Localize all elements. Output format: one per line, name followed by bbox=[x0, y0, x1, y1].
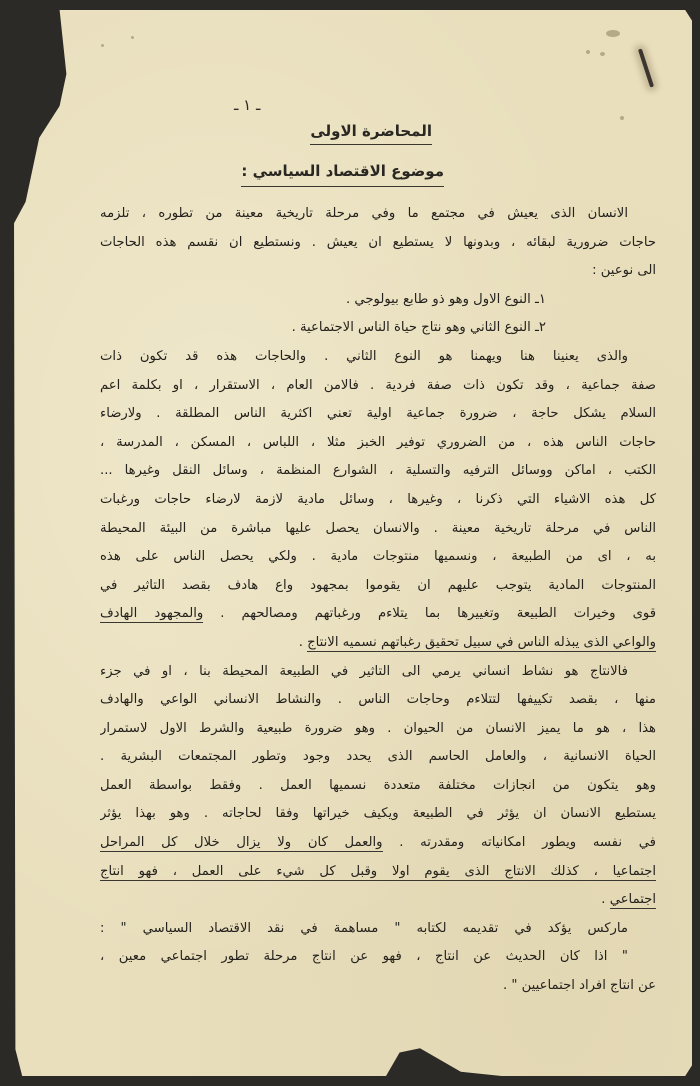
text-line bbox=[100, 515, 656, 544]
text-line bbox=[100, 457, 656, 486]
text-line bbox=[100, 629, 656, 658]
text-line bbox=[100, 229, 656, 258]
text-line bbox=[100, 686, 656, 715]
line-text: كل هذه الاشياء التي ذكرنا ، وغيرها ، وسائل مادية لازمة لارضاء حاجات ورغبات bbox=[100, 491, 656, 507]
line-text: السلام يشكل حاجة ، ضرورة جماعية اولية تعني اكثرية الناس المطلقة . ولارضاء bbox=[100, 406, 656, 422]
text-line bbox=[100, 372, 656, 401]
line-text: وهو يتكون من انجازات مختلفة متعددة نسميها العمل . وفقط بواسطة العمل bbox=[100, 777, 656, 793]
line-text: عن انتاج افراد اجتماعيين " . bbox=[502, 978, 656, 994]
text-line bbox=[100, 943, 656, 972]
line-text: منها ، بقصد تكييفها لتتلاءم وحاجات الناس . والنشاط الانساني الواعي والهادف bbox=[100, 692, 656, 708]
line-text: هذا ، هو ما يميز الانسان من الحيوان . وهو ضرورة طبيعية والشرط الاول لاستمرار bbox=[100, 720, 656, 736]
underlined-text: والمجهود الهادف bbox=[100, 606, 204, 622]
line-text: الانسان الذى يعيش في مجتمع ما وفي مرحلة تاريخية معينة من تطوره ، تلزمه bbox=[100, 206, 628, 221]
text-line bbox=[100, 800, 656, 829]
stain-spot bbox=[101, 44, 104, 47]
line-text: به ، اى من الطبيعة ، ونسميها منتوجات مادية . ولكي يحصل الناس على هذه bbox=[100, 549, 656, 565]
body-text bbox=[100, 200, 656, 1001]
line-text: فالانتاج هو نشاط انساني يرمي الى التاثير في الطبيعة المحيطة بنا ، او في جزء bbox=[100, 663, 628, 679]
text-line bbox=[100, 715, 656, 744]
line-text: ماركس يؤكد في تقديمه لكتابه " مساهمة في نقد الاقتصاد السياسي " : bbox=[100, 920, 628, 936]
page-number: ـ ١ ـ bbox=[234, 96, 261, 114]
line-text: ١ـ النوع الاول وهو ذو طابع بيولوجي . bbox=[346, 291, 546, 307]
stain-spot bbox=[131, 36, 134, 39]
text-line bbox=[100, 400, 656, 429]
stain-spot bbox=[620, 116, 624, 120]
line-text: قوى وخيرات الطبيعة وتغييرها بما يتلاءم ورغباتهم ومصالحهم . bbox=[203, 606, 656, 622]
underlined-text: اجتماعي bbox=[609, 892, 656, 908]
text-line bbox=[100, 886, 656, 915]
text-line bbox=[100, 257, 656, 286]
text-line bbox=[100, 429, 656, 458]
line-text: الناس في مرحلة تاريخية معينة . والانسان يحصل عليها مباشرة من البيئة المحيطة bbox=[100, 520, 656, 536]
text-line bbox=[100, 772, 656, 801]
line-suffix: . bbox=[298, 634, 308, 650]
line-text: والذى يعنينا هنا ويهمنا هو النوع الثاني . والحاجات هذه قد تكون ذات bbox=[100, 348, 628, 364]
underlined-text: والعمل كان ولا يزال خلال كل المراحل bbox=[100, 835, 383, 851]
stain-spot bbox=[606, 30, 620, 37]
line-text: الكتب ، اماكن ووسائل الترفيه والتسلية ، الشوارع المنظمة ، وسائل النقل وغيرها ... bbox=[100, 463, 656, 479]
text-line bbox=[100, 829, 656, 858]
text-line bbox=[100, 314, 656, 343]
lecture-title: المحاضرة الاولى bbox=[310, 122, 432, 145]
text-line bbox=[100, 743, 656, 772]
text-line bbox=[100, 915, 656, 944]
text-line bbox=[100, 972, 656, 1001]
line-text: حاجات الناس هذه ، من الضروري توفير الخبز مثلا ، اللباس ، المسكن ، المدرسة ، bbox=[100, 434, 656, 450]
lecture-subtitle: موضوع الاقتصاد السياسي : bbox=[241, 162, 444, 187]
stain-spot bbox=[600, 52, 605, 56]
text-line bbox=[100, 200, 656, 229]
line-text: الى نوعين : bbox=[592, 263, 656, 279]
text-line bbox=[100, 543, 656, 572]
line-suffix: . bbox=[601, 892, 610, 908]
line-text: " اذا كان الحديث عن انتاج ، فهو عن انتاج مرحلة تطور اجتماعي معين ، bbox=[100, 949, 628, 965]
text-line bbox=[100, 858, 656, 887]
text-line bbox=[100, 286, 656, 315]
line-text: يستطيع الانسان ان يؤثر في الطبيعة ويكيف خيراتها وفقا لحاجاته . وهو بهذا يؤثر bbox=[100, 806, 656, 822]
line-text: في نفسه ويطور امكانياته ومقدرته . bbox=[382, 835, 656, 851]
line-text: المنتوجات المادية يتوجب عليهم ان يقوموا بمجهود واع هادف بقصد التاثير في bbox=[100, 577, 656, 593]
text-line bbox=[100, 343, 656, 372]
text-line bbox=[100, 600, 656, 629]
line-text: ٢ـ النوع الثاني وهو نتاج حياة الناس الاجتماعية . bbox=[291, 320, 546, 336]
line-text: حاجات ضرورية لبقائه ، وبدونها لا يستطيع ان يعيش . ونستطيع ان نقسم هذه الحاجات bbox=[100, 234, 656, 250]
text-line bbox=[100, 572, 656, 601]
text-line bbox=[100, 486, 656, 515]
stain-spot bbox=[586, 50, 590, 54]
underlined-text: اجتماعيا ، كذلك الانتاج الذى يقوم اولا وقبل كل شيء على العمل ، فهو انتاج bbox=[100, 863, 656, 879]
line-text: صفة جماعية ، وقد تكون ذات صفة فردية . فالامن العام ، الاستقرار ، او بكلمة اعم bbox=[100, 377, 656, 393]
text-line bbox=[100, 658, 656, 687]
underlined-text: والواعي الذى يبذله الناس في سبيل تحقيق رغباتهم نسميه الانتاج bbox=[307, 634, 656, 650]
line-text: الحياة الانسانية ، والعامل الحاسم الذى يحدد وجود وتطور المجتمعات البشرية . bbox=[100, 749, 656, 765]
